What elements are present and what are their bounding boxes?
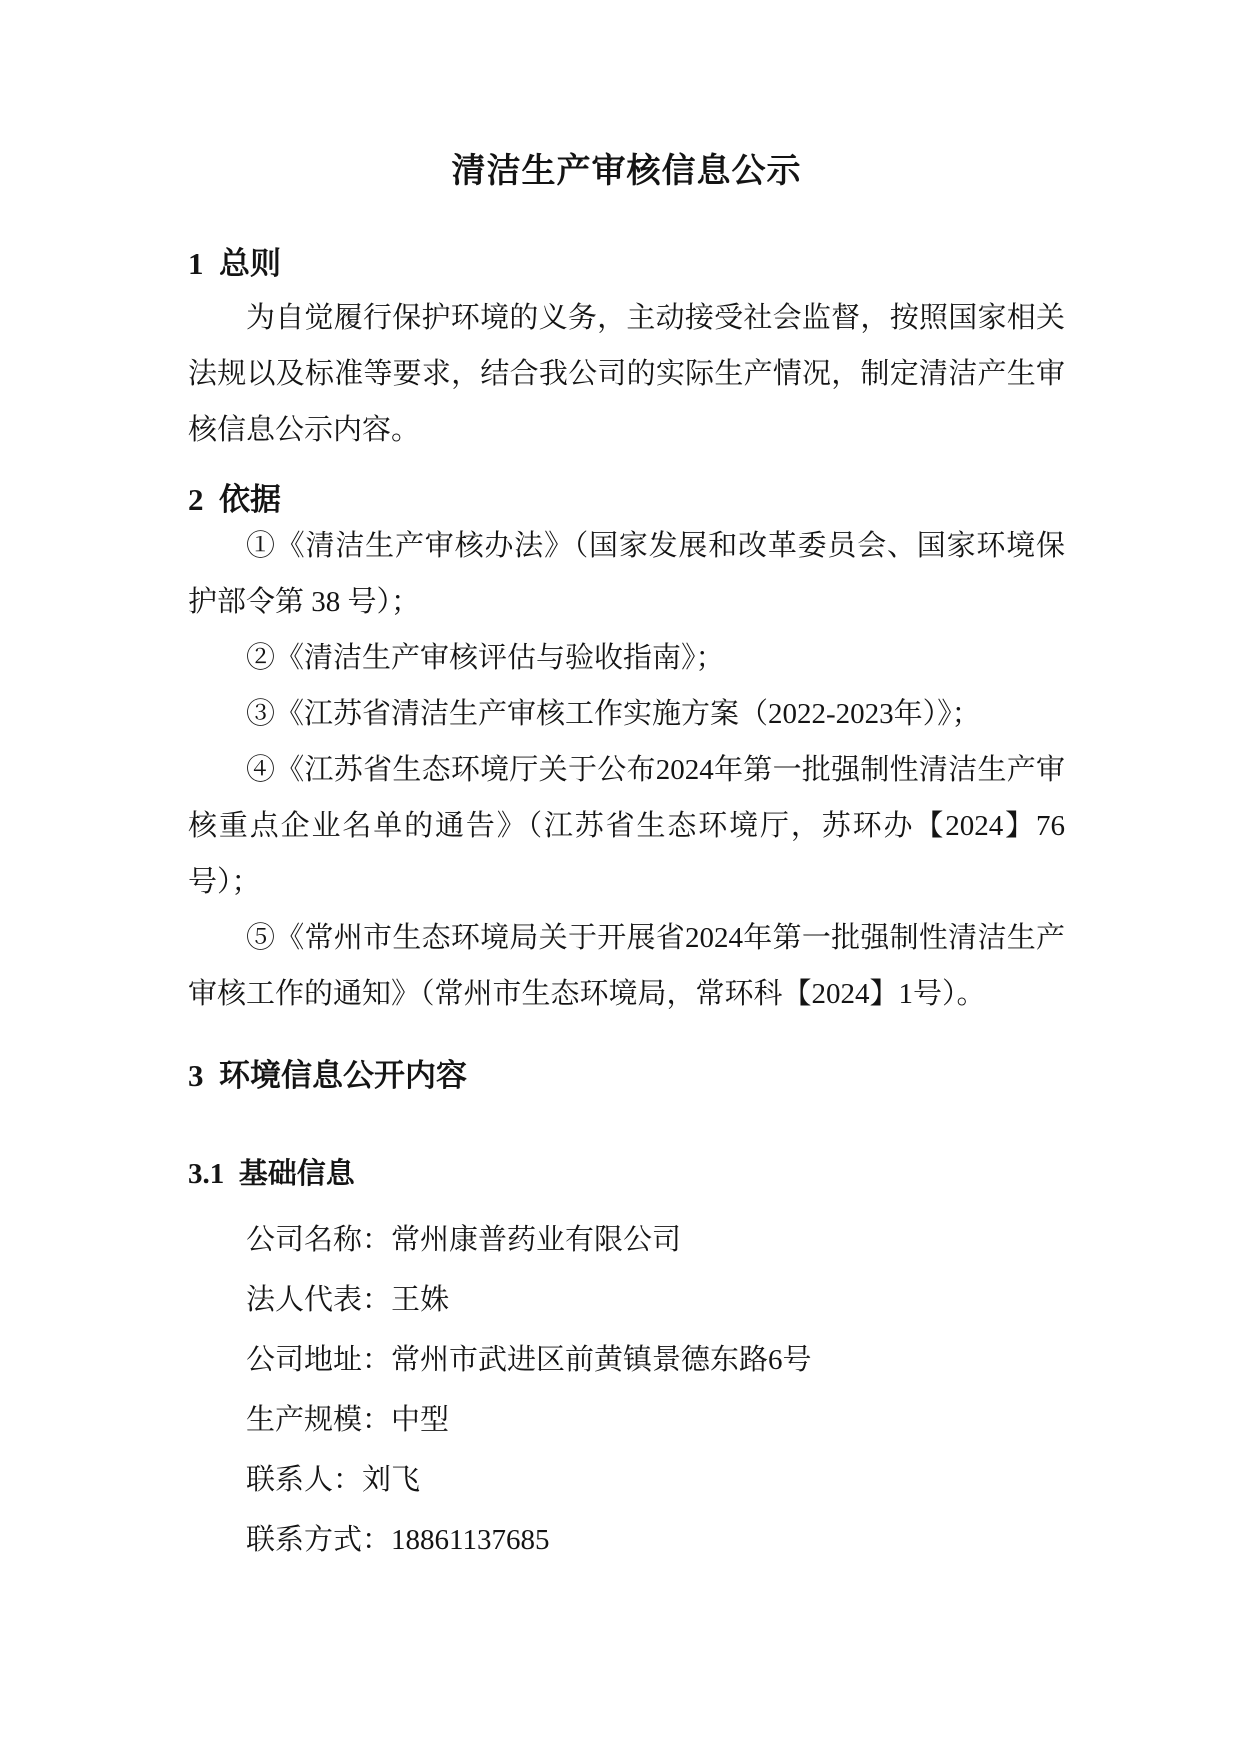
field-label: 生产规模： bbox=[246, 1404, 392, 1436]
basis-reference-item: ④《江苏省生态环境厅关于公布2024年第一批强制性清洁生产审核重点企业名单的通告》（江苏省生态环境厅，苏环办【2024】76号）； bbox=[188, 754, 1065, 898]
info-field-production-scale bbox=[188, 1390, 1065, 1450]
section-basis-heading: 2 依据 bbox=[188, 482, 281, 517]
info-field-legal-representative bbox=[188, 1270, 1065, 1330]
field-value: 刘飞 bbox=[362, 1464, 421, 1496]
field-value: 18861137685 bbox=[391, 1524, 550, 1556]
info-field-contact-person bbox=[188, 1450, 1065, 1510]
field-value: 常州康普药业有限公司 bbox=[391, 1224, 682, 1256]
basis-reference-item: ③《江苏省清洁生产审核工作实施方案（2022-2023年）》； bbox=[246, 698, 981, 730]
basis-reference-item: ②《清洁生产审核评估与验收指南》； bbox=[246, 642, 725, 674]
field-label: 公司地址： bbox=[246, 1344, 392, 1376]
subsection-basic-info-heading: 3.1 基础信息 bbox=[188, 1158, 355, 1190]
field-label: 法人代表： bbox=[246, 1284, 392, 1316]
info-field-company-address bbox=[188, 1330, 1065, 1390]
info-field-contact-phone bbox=[188, 1510, 1065, 1570]
field-value: 中型 bbox=[391, 1404, 450, 1436]
basic-info-field-list bbox=[188, 1210, 1065, 1570]
field-value: 王姝 bbox=[391, 1284, 450, 1316]
info-field-company-name bbox=[188, 1210, 1065, 1270]
basis-reference-item: ①《清洁生产审核办法》（国家发展和改革委员会、国家环境保护部令第 38 号）； bbox=[188, 530, 1065, 618]
page-title: 清洁生产审核信息公示 bbox=[451, 153, 802, 190]
section-general-heading: 1 总则 bbox=[188, 246, 281, 281]
section-general-paragraph: 为自觉履行保护环境的义务，主动接受社会监督，按照国家相关法规以及标准等要求，结合我公司的实际生产情况，制定清洁产生审核信息公示内容。 bbox=[188, 302, 1065, 446]
basis-reference-item: ⑤《常州市生态环境局关于开展省2024年第一批强制性清洁生产审核工作的通知》（常州市生态环境局，常环科【2024】1号）。 bbox=[188, 922, 1065, 1010]
field-value: 常州市武进区前黄镇景德东路6号 bbox=[391, 1344, 812, 1376]
basis-reference-list bbox=[188, 518, 1065, 1022]
section-disclosure-heading: 3 环境信息公开内容 bbox=[188, 1058, 467, 1093]
field-label: 公司名称： bbox=[246, 1224, 392, 1256]
field-label: 联系方式： bbox=[246, 1524, 392, 1556]
field-label: 联系人： bbox=[246, 1464, 363, 1496]
